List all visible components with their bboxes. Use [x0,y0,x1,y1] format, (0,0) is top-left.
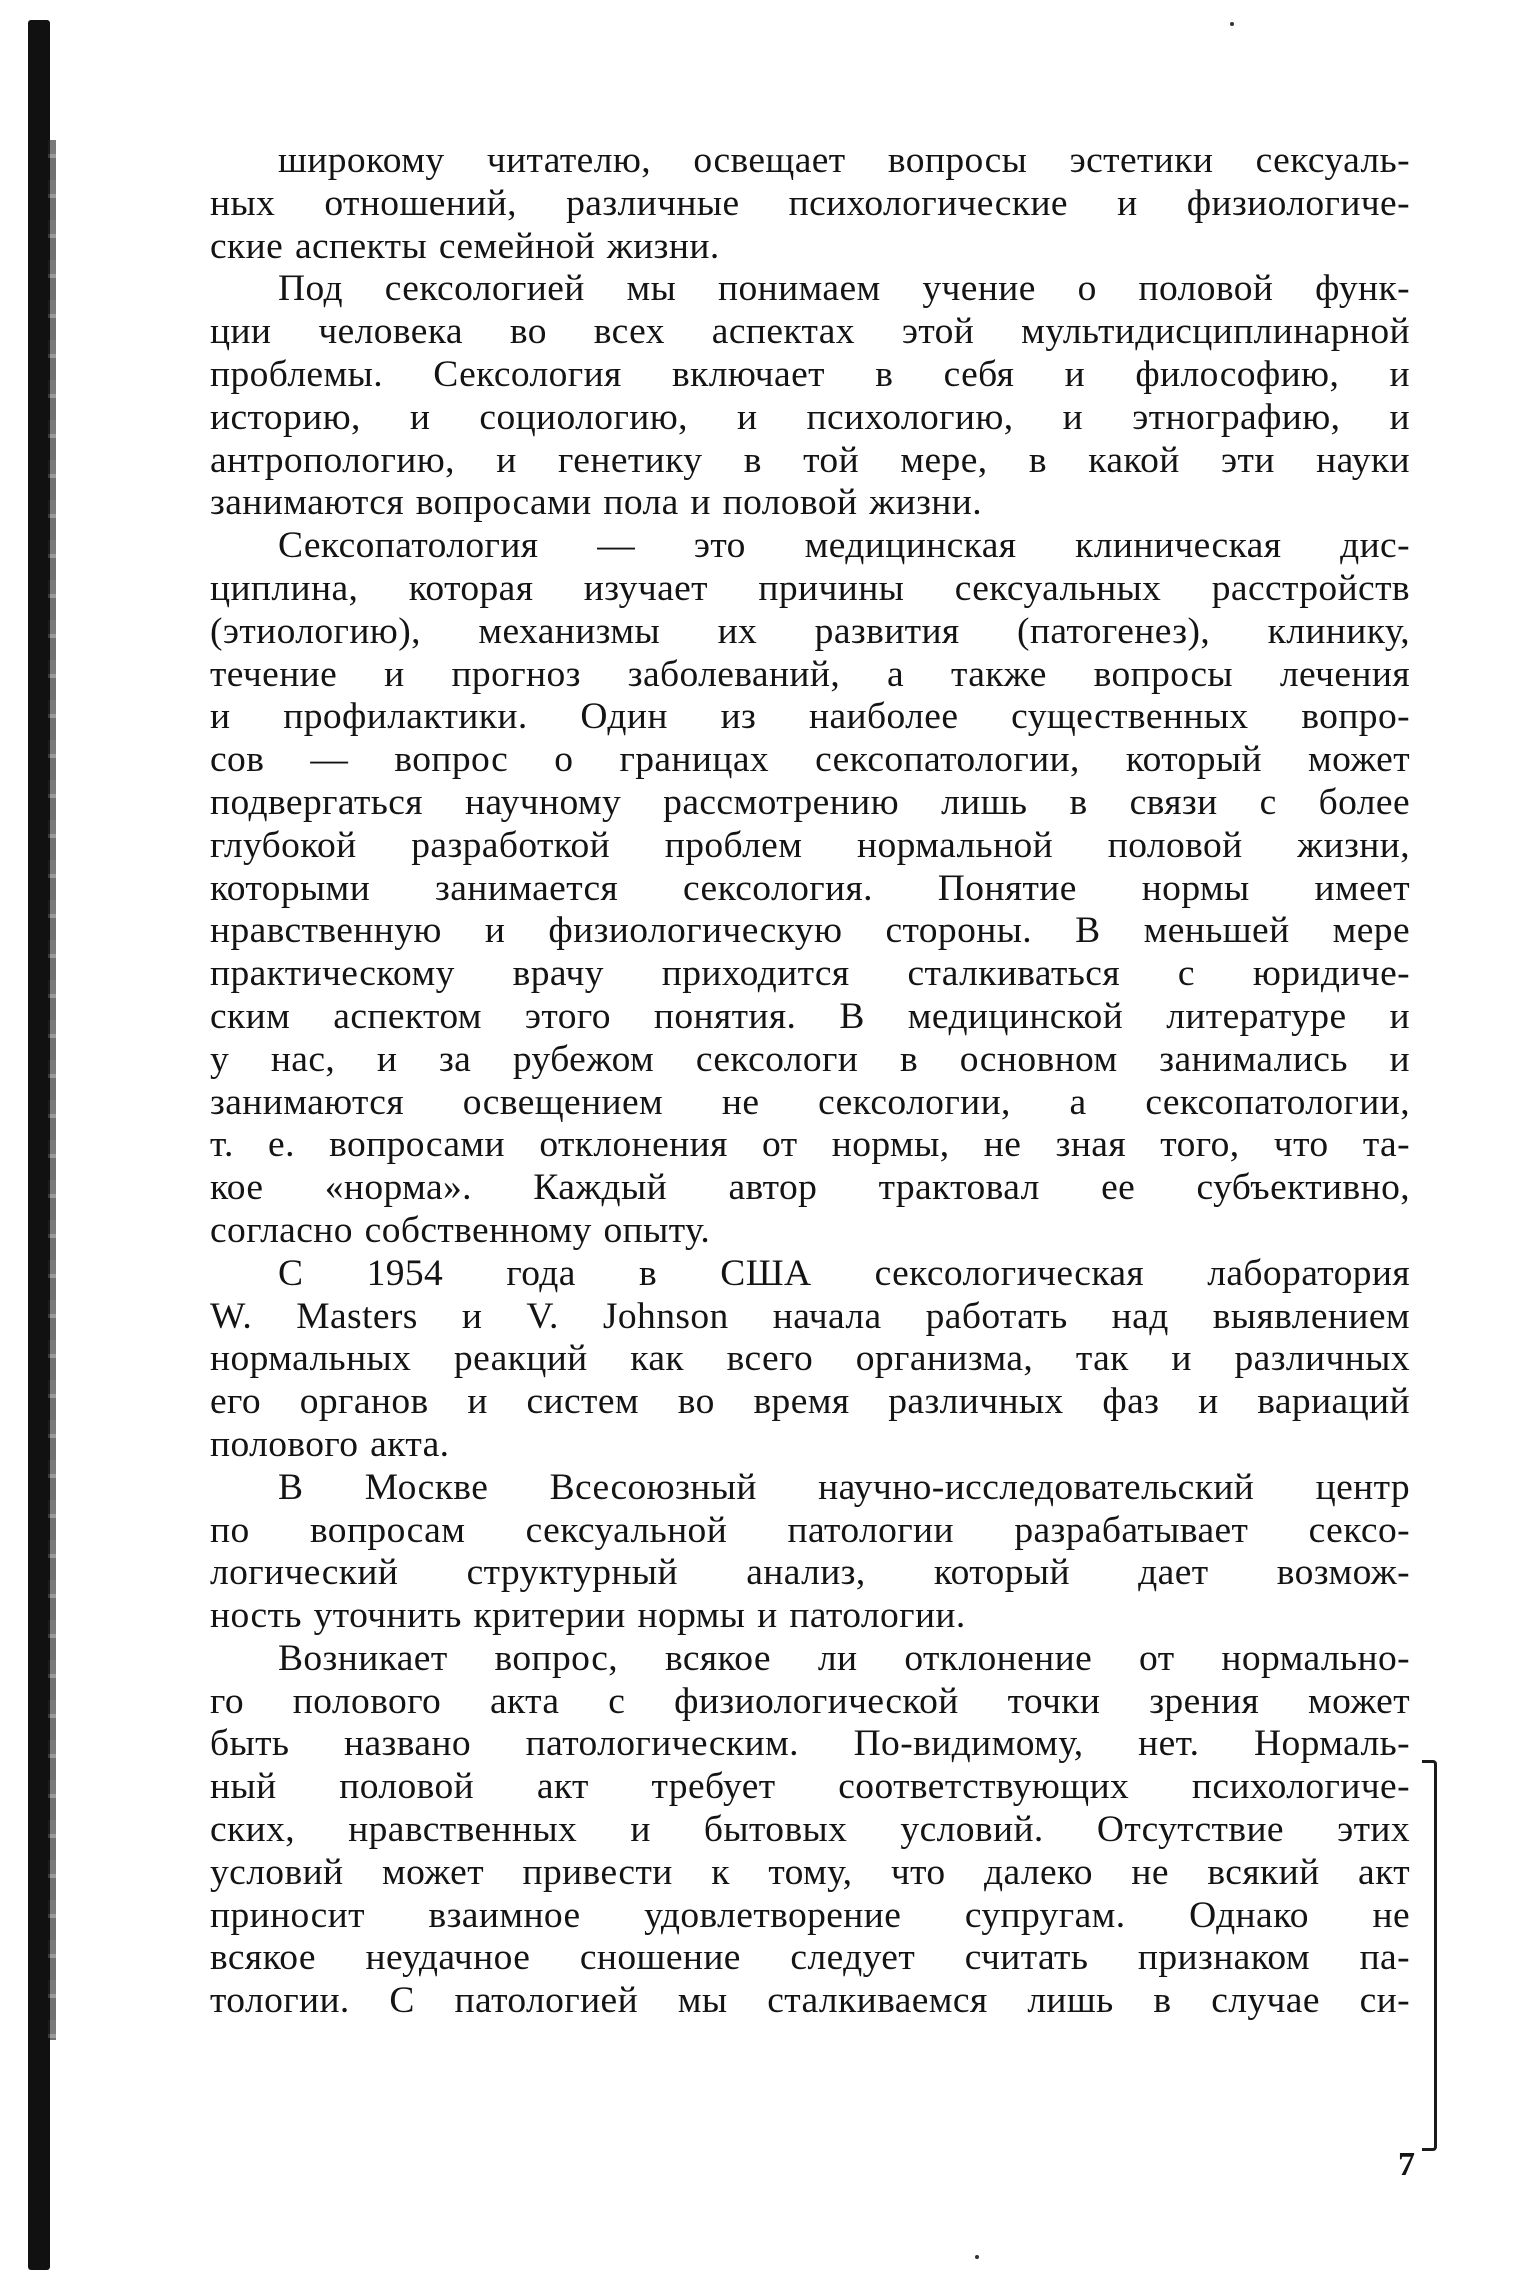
text-line: глубокой разработкой проблем нормальной половой жизни, [210,824,1410,866]
paragraph [210,140,1410,268]
text-line: течение и прогноз заболеваний, а также вопросы лечения [210,653,1410,695]
text-line: нравственную и физиологическую стороны. В меньшей мере [210,910,1410,952]
text-line: Под сексологией мы понимаем учение о половой функ- [278,268,1410,310]
text-line: т. е. вопросами отклонения от нормы, не зная того, что та- [210,1124,1410,1166]
text-line: практическому врачу приходится сталкиваться с юридиче- [210,953,1410,995]
text-line: ный половой акт требует соответствующих психологиче- [210,1766,1410,1808]
text-line: тологии. С патологией мы сталкиваемся лишь в случае си- [210,1980,1410,2022]
binding-edge [28,20,50,2270]
text-line: ские аспекты семейной жизни. [210,225,720,267]
text-line: (этиологию), механизмы их развития (патогенез), клинику, [210,610,1410,652]
text-line: по вопросам сексуальной патологии разрабатывает сексо- [210,1509,1410,1551]
text-line: согласно собственному опыту. [210,1209,711,1251]
text-line: у нас, и за рубежом сексологи в основном занимались и [210,1038,1410,1080]
text-line: циплина, которая изучает причины сексуальных расстройств [210,567,1410,609]
paragraph [210,525,1410,1253]
text-line: его органов и систем во время различных фаз и вариаций [210,1381,1410,1423]
text-line: С 1954 года в США сексологическая лаборатория [278,1252,1410,1294]
text-line: ность уточнить критерии нормы и патологии. [210,1595,966,1637]
text-line: и профилактики. Один из наиболее существенных вопро- [210,696,1410,738]
text-line: условий может привести к тому, что далеко не всякий акт [210,1851,1410,1893]
text-line: W. Masters и V. Johnson начала работать над выявлением [210,1295,1410,1337]
text-line: приносит взаимное удовлетворение супругам. Однако не [210,1894,1410,1936]
text-line: историю, и социологию, и психологию, и этнографию, и [210,396,1410,438]
text-line: ных отношений, различные психологические и физиологиче- [210,182,1410,224]
text-line: которыми занимается сексология. Понятие нормы имеет [210,867,1410,909]
text-line: сов — вопрос о границах сексопатологии, который может [210,739,1410,781]
text-line: ции человека во всех аспектах этой мультидисциплинарной [210,311,1410,353]
scan-speck [1230,22,1234,26]
text-line: антропологию, и генетику в той мере, в какой эти науки [210,439,1410,481]
text-line: ским аспектом этого понятия. В медицинской литературе и [210,995,1410,1037]
paragraph [210,1253,1410,1467]
text-line: нормальных реакций как всего организма, так и различных [210,1338,1410,1380]
text-line: всякое неудачное сношение следует считать признаком па- [210,1937,1410,1979]
text-line: занимаются вопросами пола и половой жизни. [210,482,983,524]
text-line: полового акта. [210,1423,450,1465]
text-line: Возникает вопрос, всякое ли отклонение от нормально- [278,1637,1410,1679]
paragraph [210,1467,1410,1638]
text-line: логический структурный анализ, который дает возмож- [210,1552,1410,1594]
text-line: ских, нравственных и бытовых условий. Отсутствие этих [210,1809,1410,1851]
text-line: широкому читателю, освещает вопросы эстетики сексуаль- [278,140,1410,181]
text-line: подвергаться научному рассмотрению лишь в связи с более [210,781,1410,823]
paragraph [210,268,1410,525]
text-line: кое «норма». Каждый автор трактовал ее субъективно, [210,1167,1410,1209]
text-line: В Москве Всесоюзный научно-исследовательский центр [278,1466,1410,1508]
paragraph [210,1638,1410,2023]
margin-bracket-mark [1422,1760,1437,2151]
text-line: занимаются освещением не сексологии, а сексопатологии, [210,1081,1410,1123]
text-line: проблемы. Сексология включает в себя и философию, и [210,353,1410,395]
text-line: Сексопатология — это медицинская клиническая дис- [278,525,1410,567]
text-line: быть названо патологическим. По-видимому, нет. Нормаль- [210,1723,1410,1765]
text-line: го полового акта с физиологической точки зрения может [210,1680,1410,1722]
scan-speck [975,2255,979,2259]
body-text [210,140,1410,2023]
page-number: 7 [1398,2146,1415,2183]
